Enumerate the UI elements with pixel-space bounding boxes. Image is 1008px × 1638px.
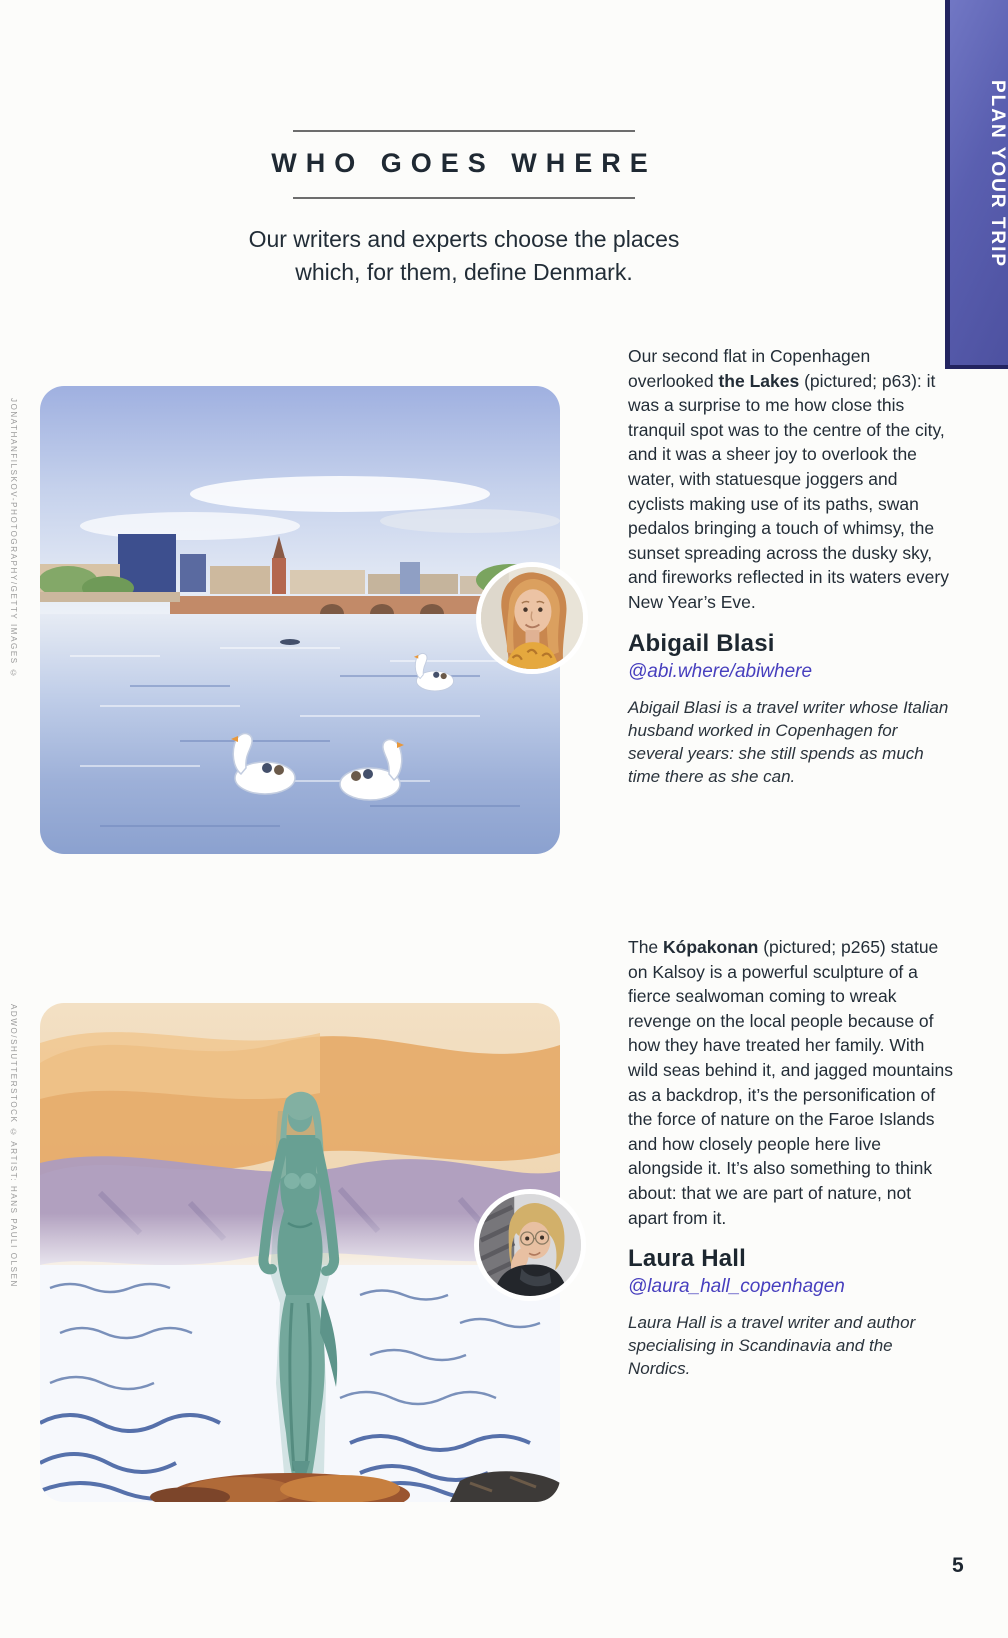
- writer-entry-laura-hall: [628, 935, 954, 1380]
- entry-paragraph: [628, 344, 954, 615]
- spine-tab-label: PLAN YOUR TRIP: [987, 80, 1008, 269]
- author-bio: Laura Hall is a travel writer and author specialising in Scandinavia and the Nordics.: [628, 1313, 916, 1379]
- paragraph-text: Our second flat in Copenhagen overlooked: [628, 346, 871, 391]
- author-photo-laura-hall: [474, 1189, 586, 1301]
- photo-credit-lakes: JONATHANFILSKOV-PHOTOGRAPHY/GETTY IMAGES ©: [9, 398, 18, 680]
- place-name-bold: Kópakonan: [663, 937, 759, 957]
- subtitle-line-1: Our writers and experts choose the places: [248, 226, 680, 252]
- header-rule-top: [293, 130, 635, 132]
- photo-credit-kopakonan: ADWO/SHUTTERSTOCK © ARTIST: HANS PAULI OLSEN: [9, 1004, 18, 1288]
- header-rule-bottom: [293, 197, 635, 199]
- place-name-bold: the Lakes: [718, 370, 800, 391]
- abigail-blasi-portrait: [481, 567, 583, 669]
- writer-entry-abigail-blasi: [628, 344, 954, 788]
- author-social-handle: @laura_hall_copenhagen: [628, 1276, 845, 1298]
- author-name: Abigail Blasi: [628, 629, 775, 657]
- paragraph-text: (pictured; p63): it was a surprise to me how close this tranquil spot was to the centre of the city, and it was a sheer joy to overlook the water, with statuesque joggers and cyclists making use of its paths, swan pedalos bringing a touch of whimsy, the sunset spreading across the dusky sky, and fireworks reflected in its waters every New Year’s Eve.: [628, 370, 949, 612]
- laura-hall-portrait: [479, 1194, 581, 1296]
- entry-paragraph: [628, 935, 954, 1230]
- page-subtitle: [154, 223, 774, 289]
- subtitle-line-2: which, for them, define Denmark.: [295, 259, 633, 285]
- paragraph-text: (pictured; p265) statue on Kalsoy is a powerful sculpture of a fierce sealwoman coming to wreak revenge on the local people because of how they have treated her family. With wild seas behind it, and jagged mountains as a backdrop, it’s the personification of the force of nature on the Faroe Islands and how closely people here live alongside it. It’s also something to think about: that we are part of nature, not apart from it.: [628, 937, 953, 1228]
- page-number: 5: [952, 1554, 964, 1577]
- author-social-handle: @abi.where/abiwhere: [628, 660, 813, 682]
- plan-your-trip-spine-tab: [945, 0, 1008, 369]
- paragraph-text: The: [628, 937, 664, 957]
- author-photo-abigail-blasi: [476, 562, 588, 674]
- author-name: Laura Hall: [628, 1245, 747, 1273]
- author-bio: Abigail Blasi is a travel writer whose Italian husband worked in Copenhagen for several years: she still spends as much time there as she can.: [628, 697, 949, 786]
- page-header: [154, 130, 774, 289]
- page-title: WHO GOES WHERE: [271, 148, 657, 178]
